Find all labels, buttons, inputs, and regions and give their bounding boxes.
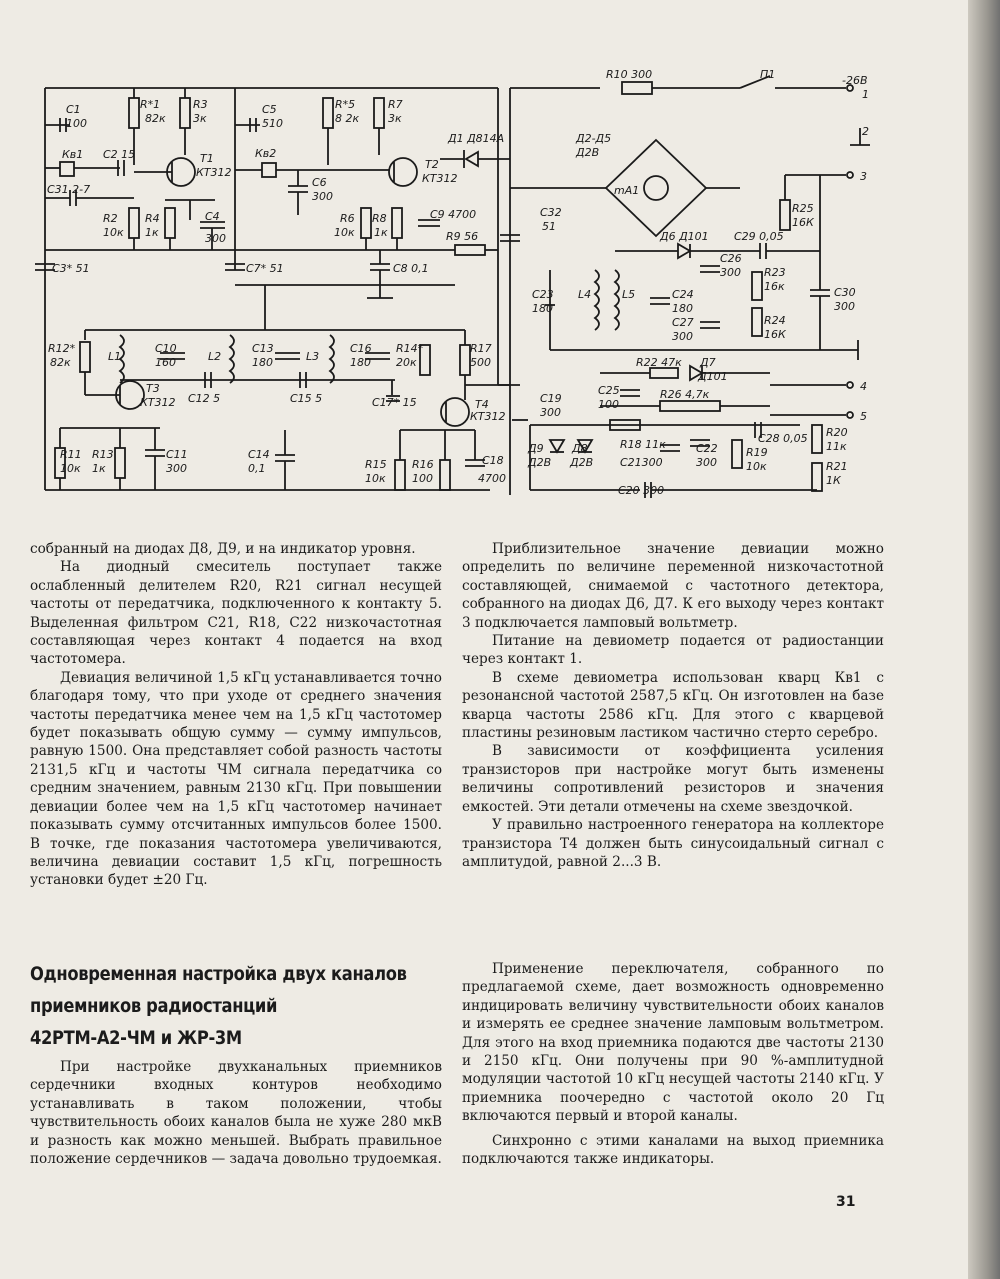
label-r24-value: 16К: [764, 328, 786, 341]
label-c24-value: 180: [672, 302, 693, 315]
page-number: 31: [836, 1194, 856, 1210]
article2-title-line: 42РТМ-А2-ЧМ и ЖР-3М: [30, 1027, 242, 1049]
label-c25-value: 100: [598, 398, 619, 411]
label-terminal-3: 3: [860, 170, 867, 183]
label-r20: R20: [826, 426, 848, 439]
label-c11-value: 300: [166, 462, 187, 475]
article2-title-line: Одновременная настройка двух каналов: [30, 963, 407, 985]
article1-paragraph: В схеме девиометра использован кварц Кв1 с резонансной частотой 2587,5 кГц. Он изготовлен на базе кварца частоты 2586 кГц. Для этого с кварцевой пластины резиновым ластиком частично стерто серебро.: [462, 669, 884, 742]
article1-paragraph: На диодный смеситель поступает также ослабленный делителем R20, R21 сигнал несущей частоты от передатчика, подключенного к контакту 5. Выделенная фильтром C21, R18, C22 низкочастотная составляющая через контакт 4 подается на вход частотомера.: [30, 559, 442, 668]
label-r16: R16: [412, 458, 434, 471]
label-r21-value: 1К: [826, 474, 841, 487]
label-d8-type: Д2В: [570, 456, 594, 469]
label-r17-value: 500: [470, 356, 491, 369]
label-c10-value: 160: [155, 356, 176, 369]
label-c1: C1: [66, 103, 81, 116]
label-r4-value: 1к: [145, 226, 159, 239]
label-r22: R22 47к: [636, 356, 682, 369]
label-d7: Д7: [700, 356, 716, 369]
label-l5: L5: [622, 288, 636, 301]
label-t4: T4: [475, 398, 489, 411]
label-c4: C4: [205, 210, 220, 223]
label-c23: C23: [532, 288, 554, 301]
label-d8: Д8: [572, 442, 588, 455]
label-l2: L2: [208, 350, 222, 363]
label-p1: П1: [760, 68, 776, 81]
label-c27: C27: [672, 316, 694, 329]
label-c9: С9 4700: [430, 208, 477, 221]
label-r7: R7: [388, 98, 403, 111]
label-d1: Д1 Д814А: [448, 132, 505, 145]
page-edge-shadow: [968, 0, 1000, 1279]
label-r24: R24: [764, 314, 786, 327]
label-r12: R12*: [48, 342, 76, 355]
label-c8: C8 0,1: [393, 262, 429, 275]
label-l1: L1: [108, 350, 122, 363]
label-r1: R*1: [140, 98, 161, 111]
label-r23: R23: [764, 266, 786, 279]
label-c6-value: 300: [312, 190, 333, 203]
label-c5: C5: [262, 103, 277, 116]
label-r19-value: 10к: [746, 460, 767, 473]
label-c30: C30: [834, 286, 856, 299]
label-r2-value: 10к: [103, 226, 124, 239]
label-r14-value: 20к: [396, 356, 417, 369]
label-c13: C13: [252, 342, 274, 355]
label-r25: R25: [792, 202, 814, 215]
article2-title-line: приемников радиостанций: [30, 995, 278, 1017]
label-r8: R8: [372, 212, 387, 225]
label-r11: R11: [60, 448, 82, 461]
circuit-schematic: [0, 0, 968, 520]
label-c11: C11: [166, 448, 188, 461]
label-d9-type: Д2В: [528, 456, 552, 469]
article1-paragraph: В зависимости от коэффициента усиления транзисторов при настройке могут быть изменены величины сопротивлений резисторов и значения емкостей. Эти детали отмечены на схеме звездочкой.: [462, 743, 884, 815]
label-l3: L3: [306, 350, 320, 363]
label-r15-value: 10к: [365, 472, 386, 485]
label-c19-value: 300: [540, 406, 561, 419]
label-r5: R*5: [335, 98, 356, 111]
label-c14: C14: [248, 448, 270, 461]
label-terminal-4: 4: [860, 380, 867, 393]
label-c16-value: 180: [350, 356, 371, 369]
label-c16: C16: [350, 342, 372, 355]
label-r10: R10 300: [606, 68, 653, 81]
label-c4-value: 300: [205, 232, 226, 245]
label-t1-type: КТ312: [196, 166, 232, 179]
label-c27-value: 300: [672, 330, 693, 343]
label-kv1: Кв1: [62, 148, 84, 161]
label-r23-value: 16к: [764, 280, 785, 293]
label-c1-value: 100: [66, 117, 87, 130]
label-d2-d5: Д2-Д5: [576, 132, 612, 145]
label-r3: R3: [193, 98, 208, 111]
label-t2-type: КТ312: [422, 172, 458, 185]
label-r1-value: 82к: [145, 112, 166, 125]
label-supply: -26В: [842, 74, 868, 87]
label-r25-value: 16К: [792, 216, 814, 229]
label-r26: R26 4,7к: [660, 388, 710, 401]
label-c20: C20 300: [618, 484, 665, 497]
label-kv2: Кв2: [255, 147, 277, 160]
label-c14-value: 0,1: [248, 462, 266, 475]
label-d6: Д6 Д101: [660, 230, 709, 243]
article2-title: [30, 958, 407, 1054]
label-r7-value: 3к: [388, 112, 402, 125]
label-c22-value: 300: [696, 456, 717, 469]
label-r21: R21: [826, 460, 848, 473]
label-c21: C21300: [620, 456, 663, 469]
label-c32: C32: [540, 206, 562, 219]
label-r12-value: 82к: [50, 356, 71, 369]
label-ma1: mA1: [614, 184, 640, 197]
label-r17: R17: [470, 342, 492, 355]
article1-column-left: [30, 540, 442, 890]
article2-paragraph: Применение переключателя, собранного по предлагаемой схеме, дает возможность одновременно индицировать величину чувствительности обоих каналов и измерять ее среднее значение ламповым вольтметром. Для этого на вход приемника подаются две частоты 2130 и 2150 кГц. Они получены при 90 %-амплитудной модуляции частотой 10 кГц несущей частоты 2140 кГц. У приемника поочередно с частотой около 20 Гц включаются первый и второй каналы.: [462, 961, 884, 1125]
label-c26-value: 300: [720, 266, 741, 279]
article1-paragraph: Приблизительное значение девиации можно определить по величине переменной низкочастотной составляющей, снимаемой с частотного детектора, собранного на диодах Д6, Д7. К его выходу через контакт 3 подключается ламповый вольтметр.: [462, 541, 884, 631]
label-d7-type: Д101: [698, 370, 728, 383]
label-r13-value: 1к: [92, 462, 106, 475]
label-d9: Д9: [528, 442, 544, 455]
label-c18: C18: [482, 454, 504, 467]
label-c31: C31 2-7: [47, 183, 91, 196]
label-c6: C6: [312, 176, 327, 189]
label-r6: R6: [340, 212, 355, 225]
label-r11-value: 10к: [60, 462, 81, 475]
label-r5-value: 8 2к: [335, 112, 360, 125]
label-r20-value: 11к: [826, 440, 847, 453]
article1-paragraph: Питание на девиометр подается от радиостанции через контакт 1.: [462, 633, 884, 668]
article2-paragraph: При настройке двухканальных приемников сердечники входных контуров необходимо устанавливать в таком положении, чтобы чувствительность обоих каналов была не хуже 280 мкВ и разность как можно меньшей. Выбрать правильное положение сердечников — задача довольно трудоемкая.: [30, 1059, 442, 1168]
label-terminal-5: 5: [860, 410, 867, 423]
label-c12: С12 5: [188, 392, 221, 405]
label-t4-type: КТ312: [470, 410, 506, 423]
article2-paragraph: Синхронно с этими каналами на выход приемника подключаются также индикаторы.: [462, 1132, 884, 1168]
label-terminal-2: 2: [862, 125, 869, 138]
label-t2: T2: [425, 158, 439, 171]
label-c28: C28 0,05: [758, 432, 808, 445]
label-r19: R19: [746, 446, 768, 459]
label-d2-d5-type: Д2В: [576, 146, 600, 159]
label-t3: T3: [146, 382, 160, 395]
label-r4: R4: [145, 212, 160, 225]
label-t3-type: КТ312: [140, 396, 176, 409]
label-c13-value: 180: [252, 356, 273, 369]
article1-column-right: [462, 540, 884, 871]
label-r14: R14*: [396, 342, 424, 355]
article1-paragraph: собранный на диодах Д8, Д9, и на индикатор уровня.: [30, 541, 416, 557]
label-c2: С2 15: [103, 148, 136, 161]
label-c7: C7* 51: [246, 262, 284, 275]
label-c26: C26: [720, 252, 742, 265]
label-c15: С15 5: [290, 392, 323, 405]
label-r16-value: 100: [412, 472, 433, 485]
label-r3-value: 3к: [193, 112, 207, 125]
label-c25: C25: [598, 384, 620, 397]
label-c23-value: 180: [532, 302, 553, 315]
article2-column-left: [30, 1058, 442, 1168]
label-r9: R9 56: [446, 230, 479, 243]
label-terminal-1: 1: [862, 88, 869, 101]
label-c30-value: 300: [834, 300, 855, 313]
label-c17: C17* 15: [372, 396, 417, 409]
label-c19: C19: [540, 392, 562, 405]
label-c32-value: 51: [542, 220, 556, 233]
label-c22: C22: [696, 442, 718, 455]
label-c3: C3* 51: [52, 262, 90, 275]
label-r6-value: 10к: [334, 226, 355, 239]
label-r15: R15: [365, 458, 387, 471]
label-r2: R2: [103, 212, 118, 225]
label-r13: R13: [92, 448, 114, 461]
label-r18: R18 11к: [620, 438, 666, 451]
label-r8-value: 1к: [374, 226, 388, 239]
label-t1: T1: [200, 152, 214, 165]
label-c18-value: 4700: [478, 472, 506, 485]
article1-paragraph: У правильно настроенного генератора на коллекторе транзистора Т4 должен быть синусоидальный сигнал с амплитудой, равной 2...3 В.: [462, 817, 884, 870]
label-c5-value: 510: [262, 117, 283, 130]
label-c10: C10: [155, 342, 177, 355]
article2-column-right: [462, 960, 884, 1168]
article1-paragraph: Девиация величиной 1,5 кГц устанавливается точно благодаря тому, что при уходе от среднего значения частоты передатчика менее чем на 1,5 кГц частотомер будет показывать общую сумму — сумму импульсов, равную 1500. Она представляет собой разность частоты 2131,5 кГц и частоты ЧМ сигнала передатчика со средним значением, равным 2130 кГц. При повышении девиации более чем на 1,5 кГц частотомер начинает показывать сумму отсчитанных импульсов более 1500. В точке, где показания частотомера увеличиваются, величина девиации составит 1,5 кГц, погрешность установки будет ±20 Гц.: [30, 669, 442, 889]
label-c24: C24: [672, 288, 694, 301]
label-c29: C29 0,05: [734, 230, 784, 243]
label-l4: L4: [578, 288, 592, 301]
